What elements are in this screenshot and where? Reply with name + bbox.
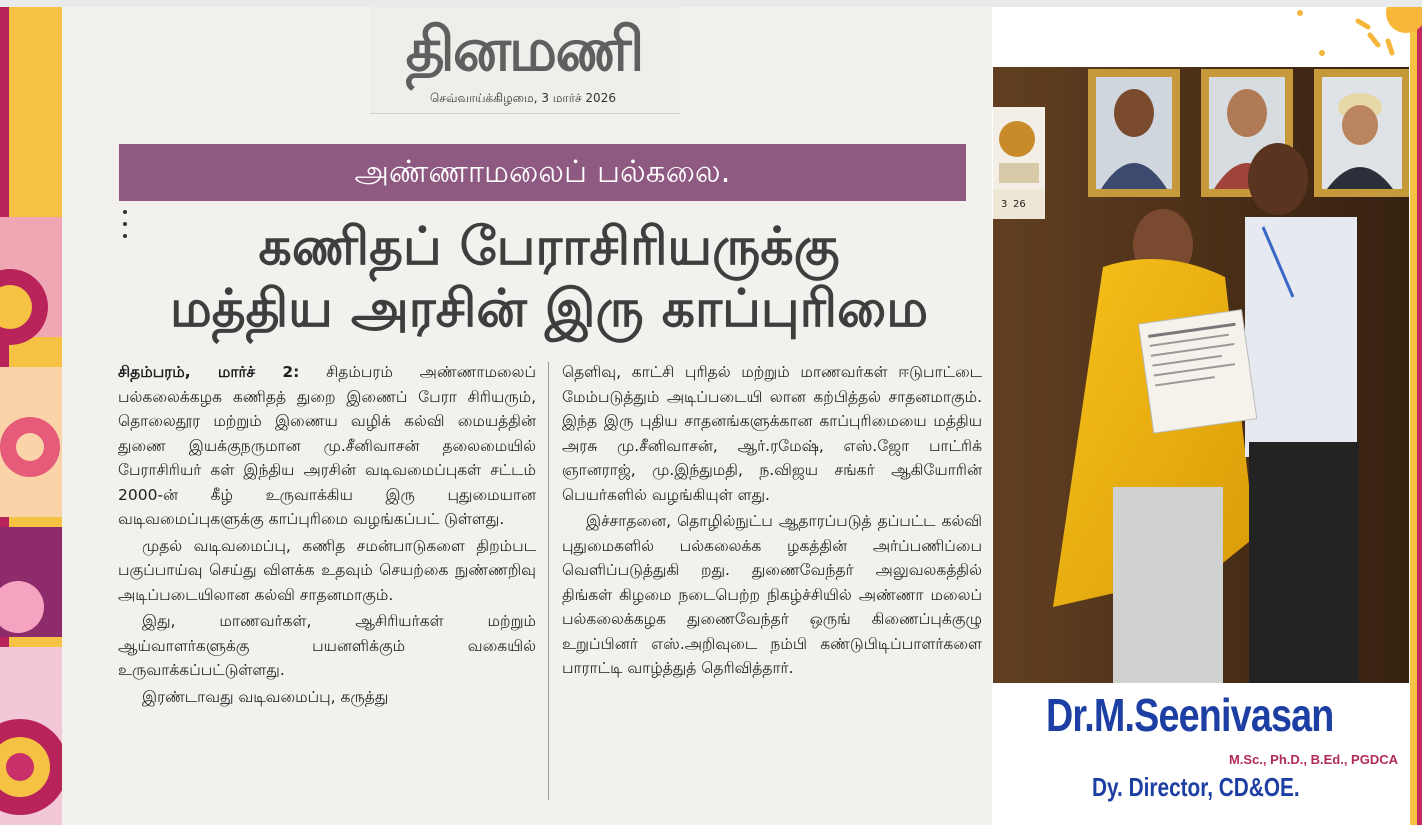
certificate bbox=[1139, 310, 1257, 433]
portrait-frame-1 bbox=[1088, 69, 1180, 197]
article-headline bbox=[119, 216, 979, 340]
left-decorative-border bbox=[0, 7, 62, 825]
calendar-day-2: 26 bbox=[1013, 199, 1026, 210]
photo-caption bbox=[1010, 688, 1410, 808]
top-bar bbox=[0, 0, 1422, 7]
person-right bbox=[1245, 143, 1359, 683]
person-name: Dr.M.Seenivasan bbox=[1046, 689, 1334, 741]
qualifications: M.Sc., Ph.D., B.Ed., PGDCA bbox=[1228, 752, 1398, 767]
article-dateline: சிதம்பரம், மார்ச் 2: bbox=[118, 363, 300, 381]
designation: Dy. Director, CD&OE. bbox=[1092, 772, 1300, 802]
photo-illustration bbox=[993, 67, 1409, 683]
article-paragraph: தெளிவு, காட்சி புரிதல் மற்றும் மாணவர்கள் ஈடுபாட்டை மேம்படுத்தும் அடிப்படையி லான கற்பித்தல் சாதனமாகும். இந்த இரு புதிய சாதனங்களுக்கான காப்புரிமையை மத்திய அரசு மு.சீனிவாசன், ஆர்.ரமேஷ், எஸ்.ஜோ பாட்ரிக் ஞானராஜ், மு.இந்துமதி, ந.விஜய சங்கர் ஆகியோரின் பெயர்களில் வழங்கியுள் ளது. bbox=[562, 363, 982, 504]
headline-line-1: கணிதப் பேராசிரியருக்கு bbox=[258, 217, 840, 277]
issue-date: செவ்வாய்க்கிழமை, 3 மார்ச் 2026 bbox=[430, 91, 616, 105]
section-title-band bbox=[119, 144, 966, 201]
right-decorative-border bbox=[1410, 7, 1422, 825]
headline-line-2: மத்திய அரசின் இரு காப்புரிமை bbox=[169, 279, 929, 339]
left-pattern-art bbox=[0, 7, 62, 825]
article-paragraph: சிதம்பரம் அண்ணாமலைப் பல்கலைக்கழக கணிதத் துறை இணைப் பேரா சிரியரும், தொலைதூர மற்றும் இணைய வழிக் கல்வி மையத்தின் துணை இயக்குநருமான மு.சீனிவாசன் தலைமையில் பேராசிரியர் கள் இந்திய அரசின் வடிவமைப்புகள் சட்டம் 2000-ன் கீழ் உருவாக்கிய இரு புதுமையான வடிவமைப்புகளுக்கு காப்புரிமை வழங்கப்பட் டுள்ளது. bbox=[118, 363, 536, 528]
newspaper-masthead bbox=[370, 7, 680, 114]
article-paragraph: இரண்டாவது வடிவமைப்பு, கருத்து bbox=[142, 687, 389, 706]
calendar-day: 3 bbox=[1001, 199, 1008, 210]
wall-calendar bbox=[993, 107, 1045, 219]
article-paragraph: முதல் வடிவமைப்பு, கணித சமன்பாடுகளை திறம்பட பகுப்பாய்வு செய்து விளக்க உதவும் செயற்கை நுண்ணறிவு அடிப்படையிலான கல்வி சாதனமாகும். bbox=[118, 536, 536, 604]
article-paragraph: இது, மாணவர்கள், ஆசிரியர்கள் மற்றும் ஆய்வாளர்களுக்கு பயனளிக்கும் வகையில் உருவாக்கப்பட்டுள்ளது. bbox=[118, 612, 536, 679]
section-title: அண்ணாமலைப் பல்கலை. bbox=[354, 154, 731, 190]
sunburst-decoration bbox=[1290, 7, 1422, 67]
column-divider bbox=[548, 362, 549, 800]
article-paragraph: இச்சாதனை, தொழில்நுட்ப ஆதாரப்படுத் தப்பட்ட கல்வி புதுமைகளில் பல்கலைக்க ழகத்தின் அர்ப்பணிப்பை வெளிப்படுத்துகி றது. துணைவேந்தர் அலுவலகத்தில் திங்கள் கிழமை நடைபெற்ற நிகழ்ச்சியில் அண்ணா மலைப் பல்கலைக்கழக துணைவேந்தர் ஒருங் கிணைப்புக்குழு உறுப்பினர் எஸ்.அறிவுடை நம்பி கண்டுபிடிப்பாளர்களை பாராட்டி வாழ்த்துத் தெரிவித்தார். bbox=[562, 512, 982, 677]
award-ceremony-photo bbox=[993, 67, 1409, 683]
portrait-frame-3 bbox=[1314, 69, 1409, 197]
article-column-1 bbox=[118, 360, 536, 711]
article-column-2 bbox=[562, 360, 982, 683]
newspaper-logo: தினமணி bbox=[405, 15, 643, 85]
right-border-stripe bbox=[1417, 7, 1422, 825]
